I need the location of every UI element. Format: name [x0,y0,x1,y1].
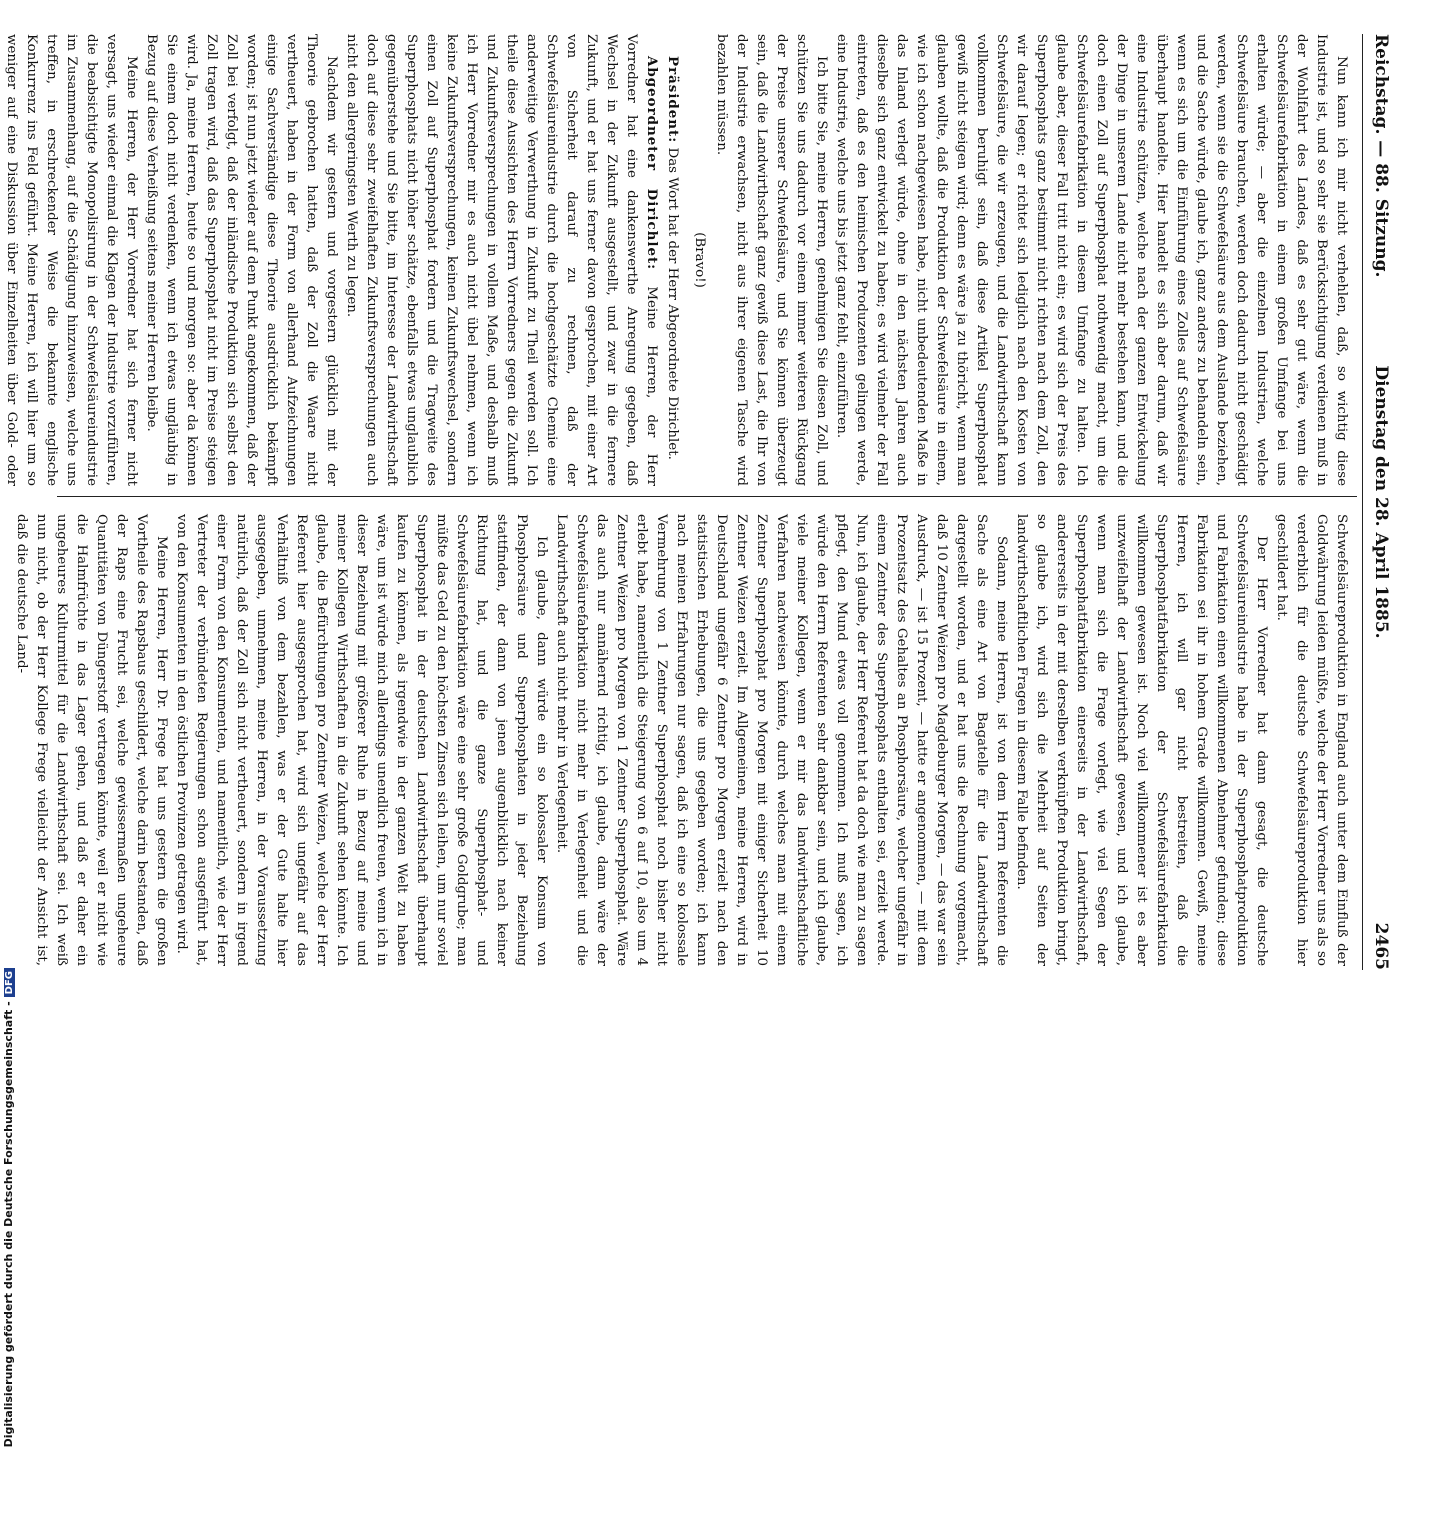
speech-text: Das Wort hat der Herr Abgeordnete Dirichlet. [665,147,680,460]
column-divider [57,496,1357,497]
speech-paragraph [341,34,662,486]
body-paragraph: Nachdem wir gestern und vorgestern glücklich mit der Theorie gebrochen hatten, daß der Zoll die Waare nicht vertheuert, haben in der Form von allerhand Aufzeichnungen einige Sachverständige diese Theorie ausdrücklich bekämpft worden; ist nun jetzt wieder auf dem Punkt angekommen, daß der Zoll bei verfolgt, daß der inländische Produktion sich selbst den Zoll tragen wird, daß das Superphosphat nicht im Preise steigen wird. Ja, meine Herren, heute so und morgen so: aber da können Sie einem doch nicht verdenken, wenn ich etwas ungläubig in Bezug auf diese Verheißung seitens meiner Herren bleibe. [144,34,339,486]
footer-credit-text: Digitalisierung gefördert durch die Deutsche Forschungsgemeinschaft - [2,1001,15,1448]
body-paragraph: Der Herr Vorredner hat dann gesagt, die deutsche Schwefelsäureindustrie habe in der Superphosphatproduktion und Fabrikation einen willkommenen Abnehmer gefunden; diese Fabrikation sei ihr in hohem Grade willkommen. Gewiß, meine Herren, ich will gar nicht bestreiten, daß die Superphosphatfabrikation der Schwefelsäurefabrikation willkommen gewesen ist. Noch viel willkommener ist es aber unzweifelhaft der Landwirthschaft gewesen, und ich glaube, wenn man sich die Frage vorlegt, wie viel Segen der Superphosphatfabrikation einerseits in der Landwirthschaft, andererseits in der mit derselben verknüpften Produktion bringt, so glaube ich, wird sich die Mehrheit auf Seiten der landwirthschaftlichen Fragen in diesem Falle befinden. [1014,514,1269,966]
header-rule [1362,34,1363,970]
page-number: 2465 [1371,922,1391,970]
dfg-logo: DFG [4,968,15,997]
header-session: Reichstag. — 88. Sitzung. [1371,34,1391,278]
body-paragraph: Ich bitte Sie, meine Herren, genehmigen Sie diesen Zoll, und schützen Sie uns dadurch vor einem immer weiteren Rückgang der Preise unserer Schwefelsäure, und Sie können überzeugt sein, daß die Landwirthschaft ganz gewiß diese Last, die Ihr von der Industrie erwachsen, nicht aus ihrer eigenen Tasche wird bezahlen müssen. [714,34,829,486]
speaker-name: Präsident: [665,56,681,144]
body-paragraph: Meine Herren, Herr Dr. Frege hat uns gestern die großen Vortheile des Rapsbaus geschildert, welche darin bestanden, daß der Raps eine Frucht sei, welche gewissermaßen ungeheure Quantitäten von Düngerstoff vertragen könnte, weil er nicht wie die Halmfrüchte in das Lager gehen, und daß er daher ein ungeheures Kulturmittel für die Landwirthschaft sei. Ich weiß nun nicht, ob der Herr Kollege Frege vielleicht der Ansicht ist, daß die deutsche Land- [14,514,169,966]
speaker-name: Abgeordneter Dirichlet: [644,56,660,271]
header-date: Dienstag den 28. April 1885. [1371,365,1391,639]
speech-paragraph [662,34,683,486]
page-header [1367,34,1391,970]
speech-text: Meine Herren, der Herr Vorredner hat eine dankenswerthe Anregung gegeben, daß Wechsel in der Zukunft ausgestellt, und zwar in die fernere Zukunft, und er hat uns ferner davon gesprochen, mit einer Art von Sicherheit darauf zu rechnen, daß der Schwefelsäureindustrie durch die hochgeschätzte Chemie eine anderweitige Verwerthung in Zukunft zu Theil werden soll. Ich theile diese Aussichten des Herrn Vorredners gegen die Zukunft und Zukunftsversprechungen in vollem Maße, und deshalb muß ich Herr Vorredner mir es auch nicht übel nehmen, wenn ich keine Zukunftsversprechungen, keinen Zukunftswechsel, sondern einen Zoll auf Superphosphat fordern und die Tragweite des Superphosphats nicht höher schätze, ebenfalls etwas unglaublich gegenüberstehe und Sie bitte, im Interesse der Landwirthschaft doch auf diese sehr zweifelhaften Zukunftsversprechungen auch nicht den allergeringsten Werth zu legen. [344,34,659,486]
interjection: (Bravo!) [692,232,707,288]
body-paragraph: Sodann, meine Herren, ist von dem Herrn Referenten die Sache als eine Art von Bagatelle für die Landwirthschaft dargestellt worden, und er hat uns die Rechnung vorgemacht, daß 10 Zentner Weizen pro Magdeburger Morgen, — das war sein Ausdruck, — ist 15 Prozent, — hatte er angenommen, — mit dem Prozentsatz des Gehaltes an Phosphorsäure, welcher ungefähr in einem Zentner des Superphosphats enthalten sei, erzielt werde. Nun, ich glaube, der Herr Referent hat da doch wie man zu sagen pflegt, den Mund etwas voll genommen. Ich muß sagen, ich würde den Herrn Referenten sehr dankbar sein, und ich glaube, viele meiner Kollegen, wenn er mir das landwirthschaftliche Verfahren nachweisen könnte, durch welches man mit einem Zentner Superphosphat pro Morgen mit einiger Sicherheit 10 Zentner Weizen erzielt. Im Allgemeinen, meine Herren, wird in Deutschland ungefähr 6 Zentner pro Morgen erzielt nach den statistischen Erhebungen, die uns gegeben worden; ich kann nach meinen Erfahrungen nur sagen, daß ich eine so kolossale Vermehrung von 1 Zentner Superphosphat noch bisher nicht erlebt habe, namentlich die Steigerung von 6 auf 10, also um 4 Zentner Weizen pro Morgen von 1 Zentner Superphosphat. Wäre das auch nur annähernd richtig, ich glaube, dann wäre der Schwefelsäurefabrikation nicht mehr in Verlegenheit und die Landwirthschaft auch nicht mehr in Verlegenheit. [554,514,1009,966]
body-paragraph: Schwefelsäureproduktion in England auch unter dem Einfluß der Goldwährung leiden müßte, welche der Herr Vorredner uns als so verderblich für die deutsche Schwefelsäureproduktion hier geschildert hat. [1274,514,1349,966]
body-paragraph: Nun kann ich mir nicht verhehlen, daß, so wichtig diese Industrie ist, und so sehr sie Berücksichtigung verdienen muß in der Wohlfahrt des Landes, daß es sehr gut wäre, wenn die Schwefelsäurefabrikation in einem großen Umfange bei uns erhalten würde; — aber die einzelnen Industrien, welche Schwefelsäure brauchen, werden doch dadurch nicht geschädigt werden, wenn sie die Schwefelsäure aus dem Auslande beziehen, und die Sache würde, glaube ich, ganz anders zu behandeln sein, wenn es sich um die Einführung eines Zolles auf Schwefelsäure überhaupt handelte. Hier handelt es sich aber darum, daß wir eine Industrie schützen, welche nach der ganzen Entwickelung der Dinge in unserem Lande nicht mehr bestehen kann, und die doch einen Zoll auf Superphosphat nothwendig macht, um die Schwefelsäurefabrikation in diesem Umfange zu halten. Ich glaube aber, dieser Fall tritt nicht ein; es wird sich der Preis des Superphosphats ganz bestimmt nicht richten nach dem Zoll, den wir darauf legen; er richtet sich lediglich nach den Kosten von Schwefelsäure, die wir erzeugen, und die Landwirthschaft kann vollkommen beruhigt sein, daß diese Artikel Superphosphat gewiß nicht steigen wird; denn es wäre ja zu thöricht, wenn man glauben wollte, daß die Produktion der Schwefelsäure in einem, wie ich schon nachgewiesen habe, nicht unbedeutenden Maße in das Inland verlegt würde, ohne in den nächsten Jahren auch dieselbe sich ganz entwickelt zu haben; es wird vielmehr der Fall eintreten, daß es den heimischen Produzenten gelingen werde, eine Industrie, welche uns bis jetzt ganz fehlt, einzuführen. [834,34,1349,486]
body-paragraph: Ich glaube, dann würde ein so kolossaler Konsum von Phosphorsäure und Superphosphaten in jeder Beziehung stattfinden, der dann von jenen augenblicklich nach keiner Richtung hat, und die ganze Superphosphat- und Schwefelsäurefabrikation wäre eine sehr große Goldgrube; man müßte das Geld zu den höchsten Zinsen sich leihen, um nur soviel Superphosphat in der deutschen Landwirthschaft überhaupt kaufen zu können, als irgendwie in der ganzen Welt zu haben wäre, um ist würde mich allerdings unendlich freuen, wenn ich in dieser Beziehung mit größerer Ruhe in Bezug auf meine und meiner Kollegen Wirthschaften in die Zukunft sehen könnte. Ich glaube, die Befürchtungen pro Zentner Weizen, welche der Herr Referent hier ausgesprochen hat, wird sich ungefähr auf das Verhältniß von dem bezahlen, was er der Gute halte hier ausgegeben, umnehmen, meine Herren, in der Voraussetzung natürlich, daß der Zoll sich nicht vertheuert, sondern in irgend einer Form von den Konsumenten, und namentlich, wie der Herr Vertreter der verbündeten Regierungen schon ausgeführt hat, von den Konsumenten in den östlichen Provinzen getragen wird. [174,514,549,966]
footer [2,968,26,1448]
right-column [14,514,1351,966]
body-paragraph: Meine Herren, der Herr Vorredner hat sich ferner nicht versagt, uns wieder einmal die Klagen der Industrie vorzuführen, die beabsichtigte Monopolisirung in der Schwefelsäureindustrie im Zusammenhang, auf die Schädigung hinzuweisen, welche uns treffen, in erschreckender Weise die bekannte englische Konkurrenz ins Feld geführt. Meine Herren, ich will hier um so weniger auf eine Diskussion über Einzelheiten über Gold- oder [4,34,139,486]
footer-credit [2,968,15,1528]
left-column [4,34,1351,486]
